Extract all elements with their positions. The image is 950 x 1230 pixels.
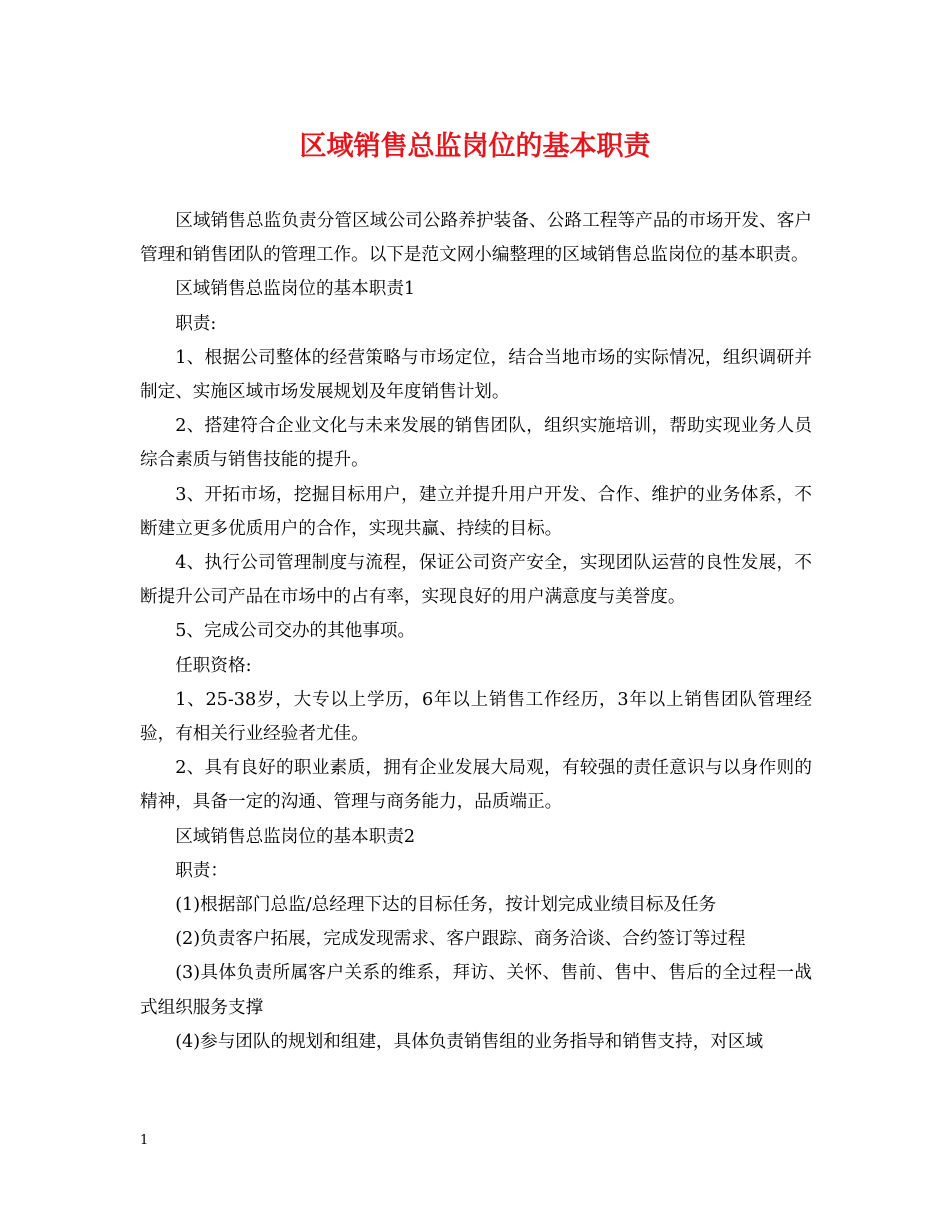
page-number: 1 [140,1133,149,1148]
paragraph: 1、根据公司整体的经营策略与市场定位，结合当地市场的实际情况，组织调研并制定、实施区域市场发展规划及年度销售计划。 [140,347,812,403]
paragraph: 2、搭建符合企业文化与未来发展的销售团队，组织实施培训，帮助实现业务人员综合素质与销售技能的提升。 [140,416,812,471]
paragraph: 区域销售总监岗位的基本职责2 [175,826,416,847]
paragraph: 2、具有良好的职业素质，拥有企业发展大局观，有较强的责任意识与以身作则的精神，具备一定的沟通、管理与商务能力，品质端正。 [140,758,812,813]
document-body [140,204,812,1059]
paragraph: (3)具体负责所属客户关系的维系，拜访、关怀、售前、售中、售后的全过程一战式组织服务支撑 [140,963,812,1018]
paragraph: 5、完成公司交办的其他事项。 [175,621,416,642]
paragraph: (2)负责客户拓展，完成发现需求、客户跟踪、商务洽谈、合约签订等过程 [175,929,746,950]
paragraph: (4)参与团队的规划和组建，具体负责销售组的业务指导和销售支持，对区域 [175,1031,764,1052]
document-title: 区域销售总监岗位的基本职责 [299,131,651,162]
paragraph: 区域销售总监岗位的基本职责1 [175,279,416,300]
paragraph: 1、25-38岁，大专以上学历，6年以上销售工作经历，3年以上销售团队管理经验，有相关行业经验者尤佳。 [140,689,812,745]
paragraph: 职责： [175,860,228,881]
paragraph: 3、开拓市场，挖掘目标用户，建立并提升用户开发、合作、维护的业务体系，不断建立更多优质用户的合作，实现共赢、持续的目标。 [140,484,812,539]
paragraph: (1)根据部门总监/总经理下达的目标任务，按计划完成业绩目标及任务 [175,895,717,916]
paragraph: 区域销售总监负责分管区域公司公路养护装备、公路工程等产品的市场开发、客户管理和销售团队的管理工作。以下是范文网小编整理的区域销售总监岗位的基本职责。 [140,211,812,266]
paragraph: 职责: [175,313,217,334]
paragraph: 任职资格: [175,655,252,676]
paragraph: 4、执行公司管理制度与流程，保证公司资产安全，实现团队运营的良性发展，不断提升公司产品在市场中的占有率，实现良好的用户满意度与美誉度。 [140,553,812,608]
